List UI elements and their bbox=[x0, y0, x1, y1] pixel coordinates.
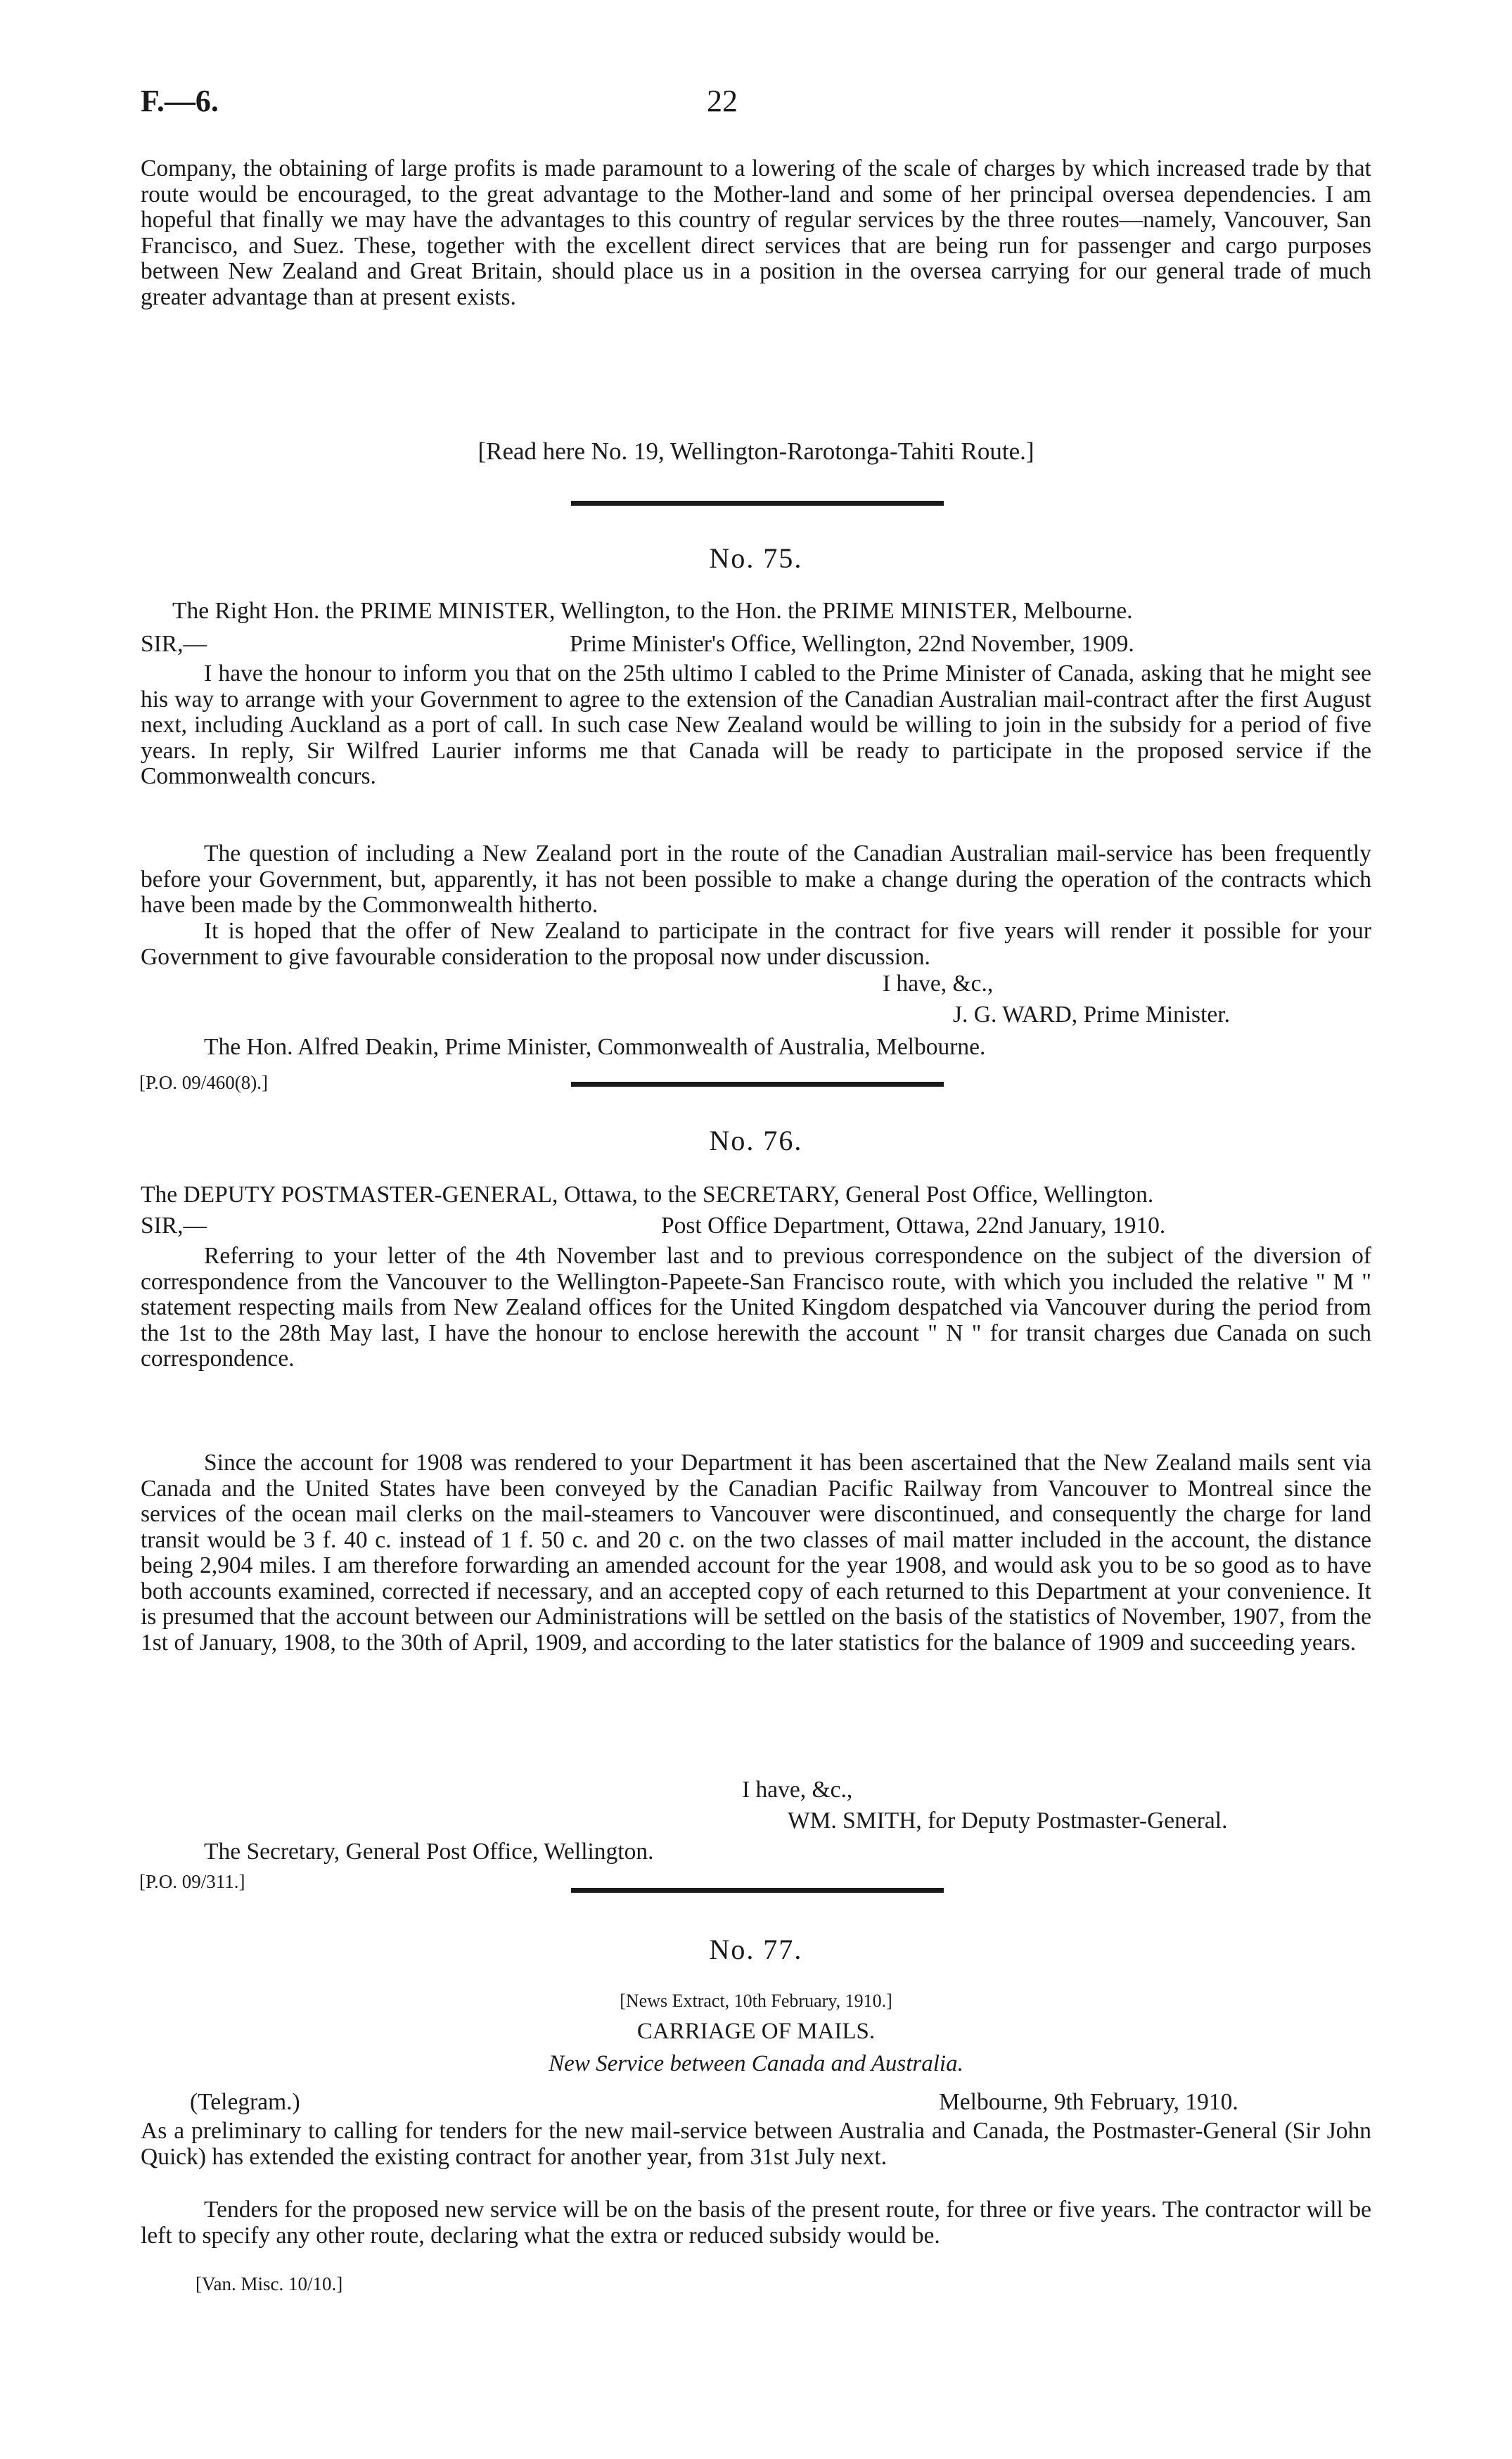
document-number-77: No. 77. bbox=[709, 1934, 803, 1965]
paper-reference: F.—6. bbox=[141, 84, 219, 118]
section-divider bbox=[571, 1888, 944, 1893]
page-number: 22 bbox=[707, 84, 738, 118]
addressee-76: The Secretary, General Post Office, Wellington. bbox=[204, 1839, 654, 1865]
dateline-77: Melbourne, 9th February, 1910. bbox=[939, 2089, 1238, 2115]
letter-75-paragraph-1: I have the honour to inform you that on the 25th ultimo I cabled to the Prime Minister of Canada, asking that he might see his way to arrange with your Government to agree to the extension of the Canadian Australian mail-contract after the first August next, including Auckland as a port of call. In such case New Zealand would be willing to join in the subsidy for a period of five years. In reply, Sir Wilfred Laurier informs me that Canada will be ready to participate in the proposed service if the Commonwealth concurs. bbox=[141, 660, 1371, 789]
document-number-76: No. 76. bbox=[709, 1125, 803, 1156]
telegram-label: (Telegram.) bbox=[190, 2089, 300, 2115]
signature-75: J. G. WARD, Prime Minister. bbox=[953, 1002, 1230, 1028]
salutation-75: SIR,— bbox=[141, 631, 207, 657]
signature-76: WM. SMITH, for Deputy Postmaster-General. bbox=[788, 1808, 1228, 1834]
document-number-75: No. 75. bbox=[709, 542, 803, 574]
letter-75-paragraph-3: It is hoped that the offer of New Zealand to participate in the contract for five years will render it possible for your Government to give favourable consideration to the proposal now under discussion. bbox=[141, 918, 1371, 970]
article-paragraph-1: As a preliminary to calling for tenders for the new mail-service between Australia and Canada, the Postmaster-General (Sir John Quick) has extended the existing contract for another year, from 31st July next. bbox=[141, 2118, 1371, 2170]
file-reference-75: [P.O. 09/460(8).] bbox=[139, 1072, 268, 1093]
intro-paragraph: Company, the obtaining of large profits is made paramount to a lowering of the scale of charges by which increased trade by that route would be encouraged, to the great advantage to the Mother-land and some of her principal oversea dependencies. I am hopeful that finally we may have the advantages to this country of regular services by the three routes—namely, Vancouver, San Francisco, and Suez. These, together with the excellent direct services that are being run for passenger and cargo purposes between New Zealand and Great Britain, should place us in a position in the oversea carrying for our general trade of much greater advantage than at present exists. bbox=[141, 155, 1371, 310]
section-divider bbox=[571, 1082, 944, 1087]
article-subtitle: New Service between Canada and Australia. bbox=[549, 2051, 963, 2076]
article-paragraph-2: Tenders for the proposed new service will be on the basis of the present route, for three or five years. The contractor will be left to specify any other route, declaring what the extra or reduced subsidy would be. bbox=[141, 2197, 1371, 2249]
file-reference-76: [P.O. 09/311.] bbox=[139, 1871, 245, 1892]
dateline-75: Prime Minister's Office, Wellington, 22nd November, 1909. bbox=[570, 631, 1134, 657]
addressee-75: The Hon. Alfred Deakin, Prime Minister, Commonwealth of Australia, Melbourne. bbox=[204, 1034, 986, 1060]
closing-76: I have, &c., bbox=[742, 1777, 853, 1803]
salutation-76: SIR,— bbox=[141, 1213, 207, 1239]
letter-76-paragraph-1: Referring to your letter of the 4th November last and to previous correspondence on the subject of the diversion of correspondence from the Vancouver to the Wellington-Papeete-San Francisco route, with which you included the relative " M " statement respecting mails from New Zealand offices for the United Kingdom despatched via Vancouver during the period from the 1st to the 28th May last, I have the honour to enclose herewith the account " N " for transit charges due Canada on such correspondence. bbox=[141, 1243, 1371, 1372]
file-reference-77: [Van. Misc. 10/10.] bbox=[196, 2273, 343, 2294]
read-here-note: [Read here No. 19, Wellington-Rarotonga-Tahiti Route.] bbox=[478, 437, 1034, 465]
letter-heading-75: The Right Hon. the PRIME MINISTER, Wellington, to the Hon. the PRIME MINISTER, Melbourne. bbox=[172, 598, 1133, 624]
section-divider bbox=[571, 501, 944, 506]
letter-heading-76: The DEPUTY POSTMASTER-GENERAL, Ottawa, to the SECRETARY, General Post Office, Wellington. bbox=[141, 1182, 1154, 1208]
dateline-76: Post Office Department, Ottawa, 22nd January, 1910. bbox=[661, 1213, 1166, 1239]
closing-75: I have, &c., bbox=[883, 971, 994, 997]
news-source: [News Extract, 10th February, 1910.] bbox=[620, 1991, 892, 2011]
letter-76-paragraph-2: Since the account for 1908 was rendered to your Department it has been ascertained that the New Zealand mails sent via Canada and the United States have been conveyed by the Canadian Pacific Railway from Vancouver to Montreal since the services of the ocean mail clerks on the mail-steamers to Vancouver were discontinued, and consequently the charge for land transit would be 3 f. 40 c. instead of 1 f. 50 c. and 20 c. on the two classes of mail matter included in the account, the distance being 2,904 miles. I am therefore forwarding an amended account for the year 1908, and would ask you to be so good as to have both accounts examined, corrected if necessary, and an accepted copy of each returned to this Department at your convenience. It is presumed that the account between our Administrations will be settled on the basis of the statistics of November, 1907, from the 1st of January, 1908, to the 30th of April, 1909, and according to the later statistics for the balance of 1909 and succeeding years. bbox=[141, 1450, 1371, 1656]
article-title: CARRIAGE OF MAILS. bbox=[636, 2019, 876, 2044]
letter-75-paragraph-2: The question of including a New Zealand port in the route of the Canadian Australian mail-service has been frequently before your Government, but, apparently, it has not been possible to make a change during the operation of the contracts which have been made by the Commonwealth hitherto. bbox=[141, 841, 1371, 918]
